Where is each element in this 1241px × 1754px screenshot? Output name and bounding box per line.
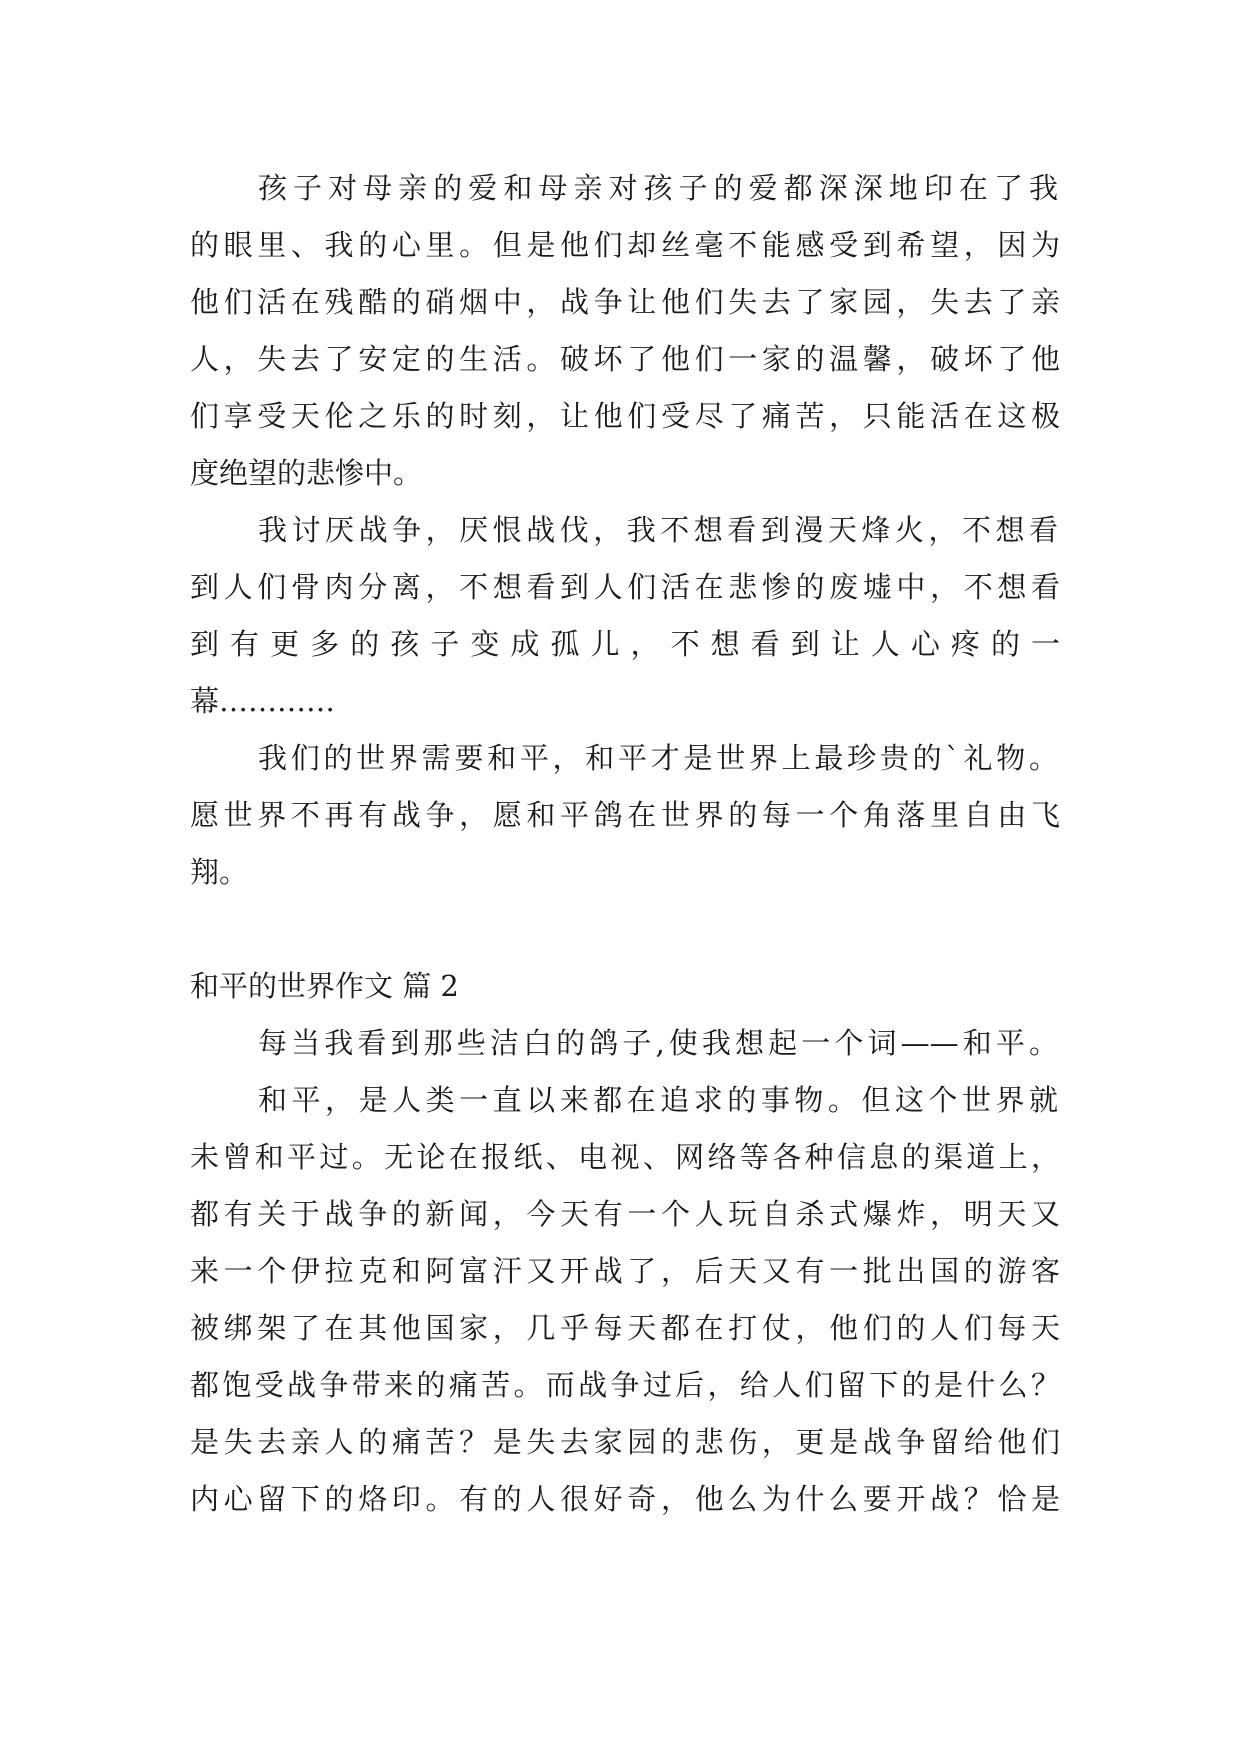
paragraph-line: 都有关于战争的新闻，今天有一个人玩自杀式爆炸，明天又 — [190, 1197, 1060, 1231]
paragraph-line: 每当我看到那些洁白的鸽子,使我想起一个词——和平。 — [258, 1026, 1058, 1060]
paragraph-line: 是失去亲人的痛苦？是失去家园的悲伤，更是战争留给他们 — [190, 1425, 1060, 1459]
paragraph-line: 我讨厌战争，厌恨战伐，我不想看到漫天烽火，不想看 — [258, 513, 1058, 547]
paragraph-line: 的眼里、我的心里。但是他们却丝毫不能感受到希望，因为 — [190, 228, 1060, 262]
paragraph-line: 到人们骨肉分离，不想看到人们活在悲惨的废墟中，不想看 — [190, 570, 1060, 604]
paragraph-line: 内心留下的烙印。有的人很好奇，他么为什么要开战？恰是 — [190, 1482, 1060, 1516]
paragraph-line: 来一个伊拉克和阿富汗又开战了，后天又有一批出国的游客 — [190, 1254, 1060, 1288]
paragraph-line: 到有更多的孩子变成孤儿，不想看到让人心疼的一 — [190, 627, 1060, 661]
paragraph-line: 幕………… — [190, 684, 336, 718]
paragraph-line: 和平，是人类一直以来都在追求的事物。但这个世界就 — [258, 1083, 1058, 1117]
paragraph-line: 他们活在残酷的硝烟中，战争让他们失去了家园，失去了亲 — [190, 285, 1060, 319]
paragraph-line: 都饱受战争带来的痛苦。而战争过后，给人们留下的是什么？ — [190, 1368, 1060, 1402]
paragraph-line: 被绑架了在其他国家，几乎每天都在打仗，他们的人们每天 — [190, 1311, 1060, 1345]
paragraph-line: 未曾和平过。无论在报纸、电视、网络等各种信息的渠道上， — [190, 1140, 1060, 1174]
paragraph-line: 们享受天伦之乐的时刻，让他们受尽了痛苦，只能活在这极 — [190, 399, 1060, 433]
paragraph-line: 我们的世界需要和平，和平才是世界上最珍贵的`礼物。 — [258, 741, 1058, 775]
paragraph-line: 翔。 — [190, 855, 249, 889]
paragraph-line: 人，失去了安定的生活。破坏了他们一家的温馨，破坏了他 — [190, 342, 1060, 376]
section-heading: 和平的世界作文 篇 2 — [190, 969, 459, 1003]
paragraph-line: 孩子对母亲的爱和母亲对孩子的爱都深深地印在了我 — [258, 171, 1058, 205]
paragraph-line: 愿世界不再有战争，愿和平鸽在世界的每一个角落里自由飞 — [190, 798, 1060, 832]
paragraph-line: 度绝望的悲惨中。 — [190, 456, 423, 490]
